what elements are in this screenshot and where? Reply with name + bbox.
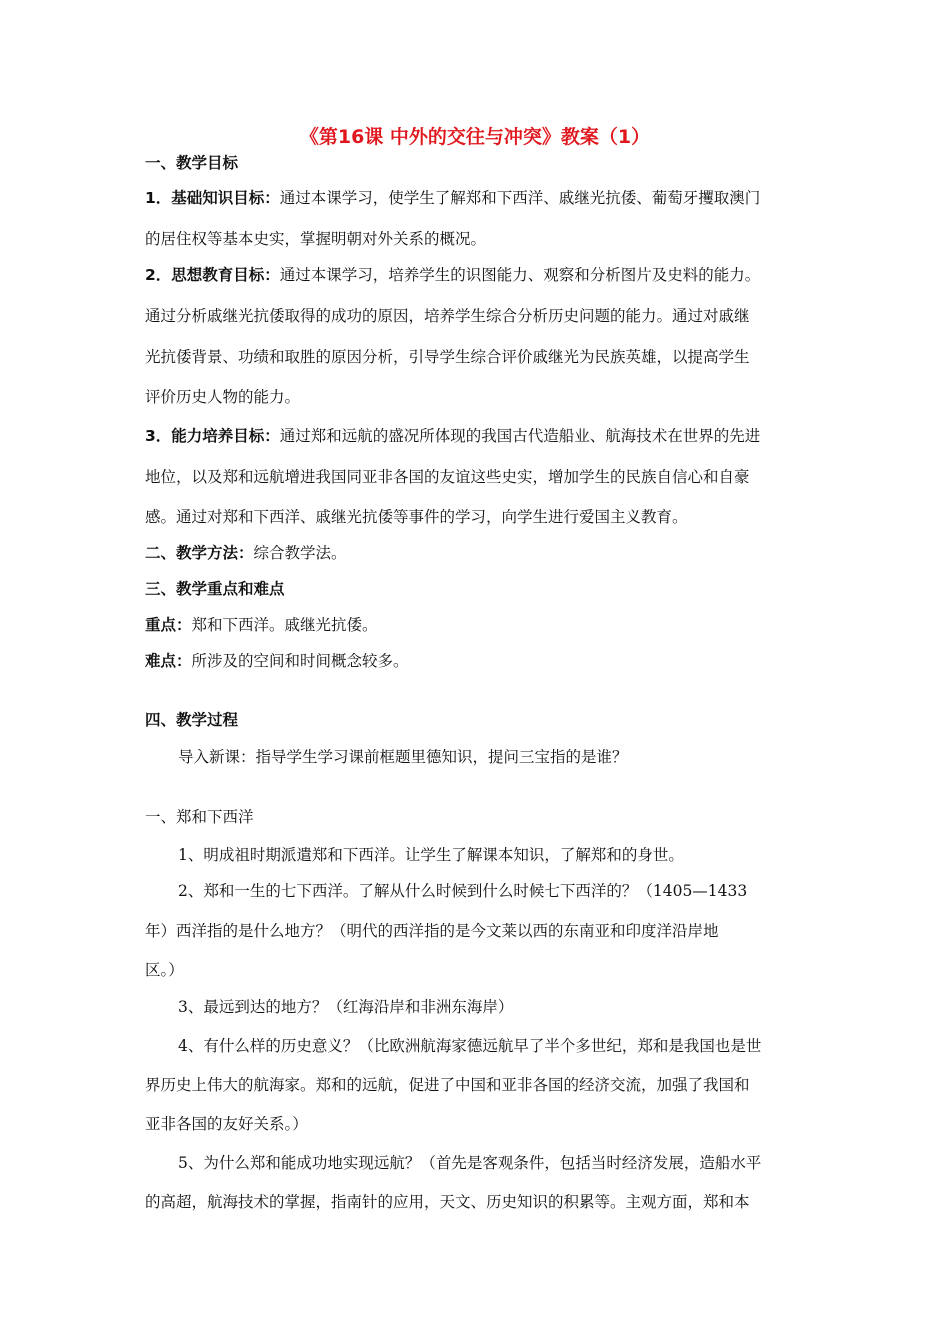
paragraph-line: 1、明成祖时期派遣郑和下西洋。让学生了解课本知识，了解郑和的身世。 xyxy=(178,846,684,864)
paragraph-line: 感。通过对郑和下西洋、戚继光抗倭等事件的学习，向学生进行爱国主义教育。 xyxy=(145,508,688,526)
paragraph-line: 1．基础知识目标：通过本课学习，使学生了解郑和下西洋、戚继光抗倭、葡萄牙攫取澳门 xyxy=(145,189,761,207)
paragraph-line: 重点：郑和下西洋。戚继光抗倭。 xyxy=(145,616,378,634)
section-heading-objectives: 一、教学目标 xyxy=(145,154,239,172)
section-heading-focus: 三、教学重点和难点 xyxy=(145,580,285,598)
section-heading-process: 四、教学过程 xyxy=(145,711,239,729)
paragraph-line: 通过分析戚继光抗倭取得的成功的原因，培养学生综合分析历史问题的能力。通过对戚继 xyxy=(145,307,750,325)
paragraph-line: 5、为什么郑和能成功地实现远航？（首先是客观条件，包括当时经济发展，造船水平 xyxy=(178,1154,762,1172)
paragraph-line: 地位，以及郑和远航增进我国同亚非各国的友谊这些史实，增加学生的民族自信心和自豪 xyxy=(145,468,750,486)
paragraph-line: 2．思想教育目标：通过本课学习，培养学生的识图能力、观察和分析图片及史料的能力。 xyxy=(145,266,761,284)
paragraph-line: 3．能力培养目标：通过郑和远航的盛况所体现的我国古代造船业、航海技术在世界的先进 xyxy=(145,427,761,445)
paragraph-line: 光抗倭背景、功绩和取胜的原因分析，引导学生综合评价戚继光为民族英雄，以提高学生 xyxy=(145,348,750,366)
paragraph-line: 区。） xyxy=(145,961,184,979)
paragraph-line: 年）西洋指的是什么地方？（明代的西洋指的是今文莱以西的东南亚和印度洋沿岸地 xyxy=(145,922,719,940)
paragraph-line: 的居住权等基本史实，掌握明朝对外关系的概况。 xyxy=(145,230,487,248)
paragraph-line: 难点：所涉及的空间和时间概念较多。 xyxy=(145,652,409,670)
subsection-heading: 一、郑和下西洋 xyxy=(145,808,254,826)
paragraph-line: 3、最远到达的地方？（红海沿岸和非洲东海岸） xyxy=(178,998,514,1016)
section-heading-method: 二、教学方法：综合教学法。 xyxy=(145,544,347,562)
paragraph-line: 评价历史人物的能力。 xyxy=(145,388,301,406)
page-title: 《第16课 中外的交往与冲突》教案（1） xyxy=(299,126,651,148)
paragraph-line: 导入新课：指导学生学习课前框题里德知识，提问三宝指的是谁？ xyxy=(178,748,628,766)
paragraph-line: 的高超，航海技术的掌握，指南针的应用，天文、历史知识的积累等。主观方面，郑和本 xyxy=(145,1193,750,1211)
paragraph-line: 2、郑和一生的七下西洋。了解从什么时候到什么时候七下西洋的？（1405—1433 xyxy=(178,882,748,900)
paragraph-line: 亚非各国的友好关系。） xyxy=(145,1115,308,1133)
paragraph-line: 界历史上伟大的航海家。郑和的远航，促进了中国和亚非各国的经济交流，加强了我国和 xyxy=(145,1076,750,1094)
paragraph-line: 4、有什么样的历史意义？（比欧洲航海家德远航早了半个多世纪，郑和是我国也是世 xyxy=(178,1037,762,1055)
